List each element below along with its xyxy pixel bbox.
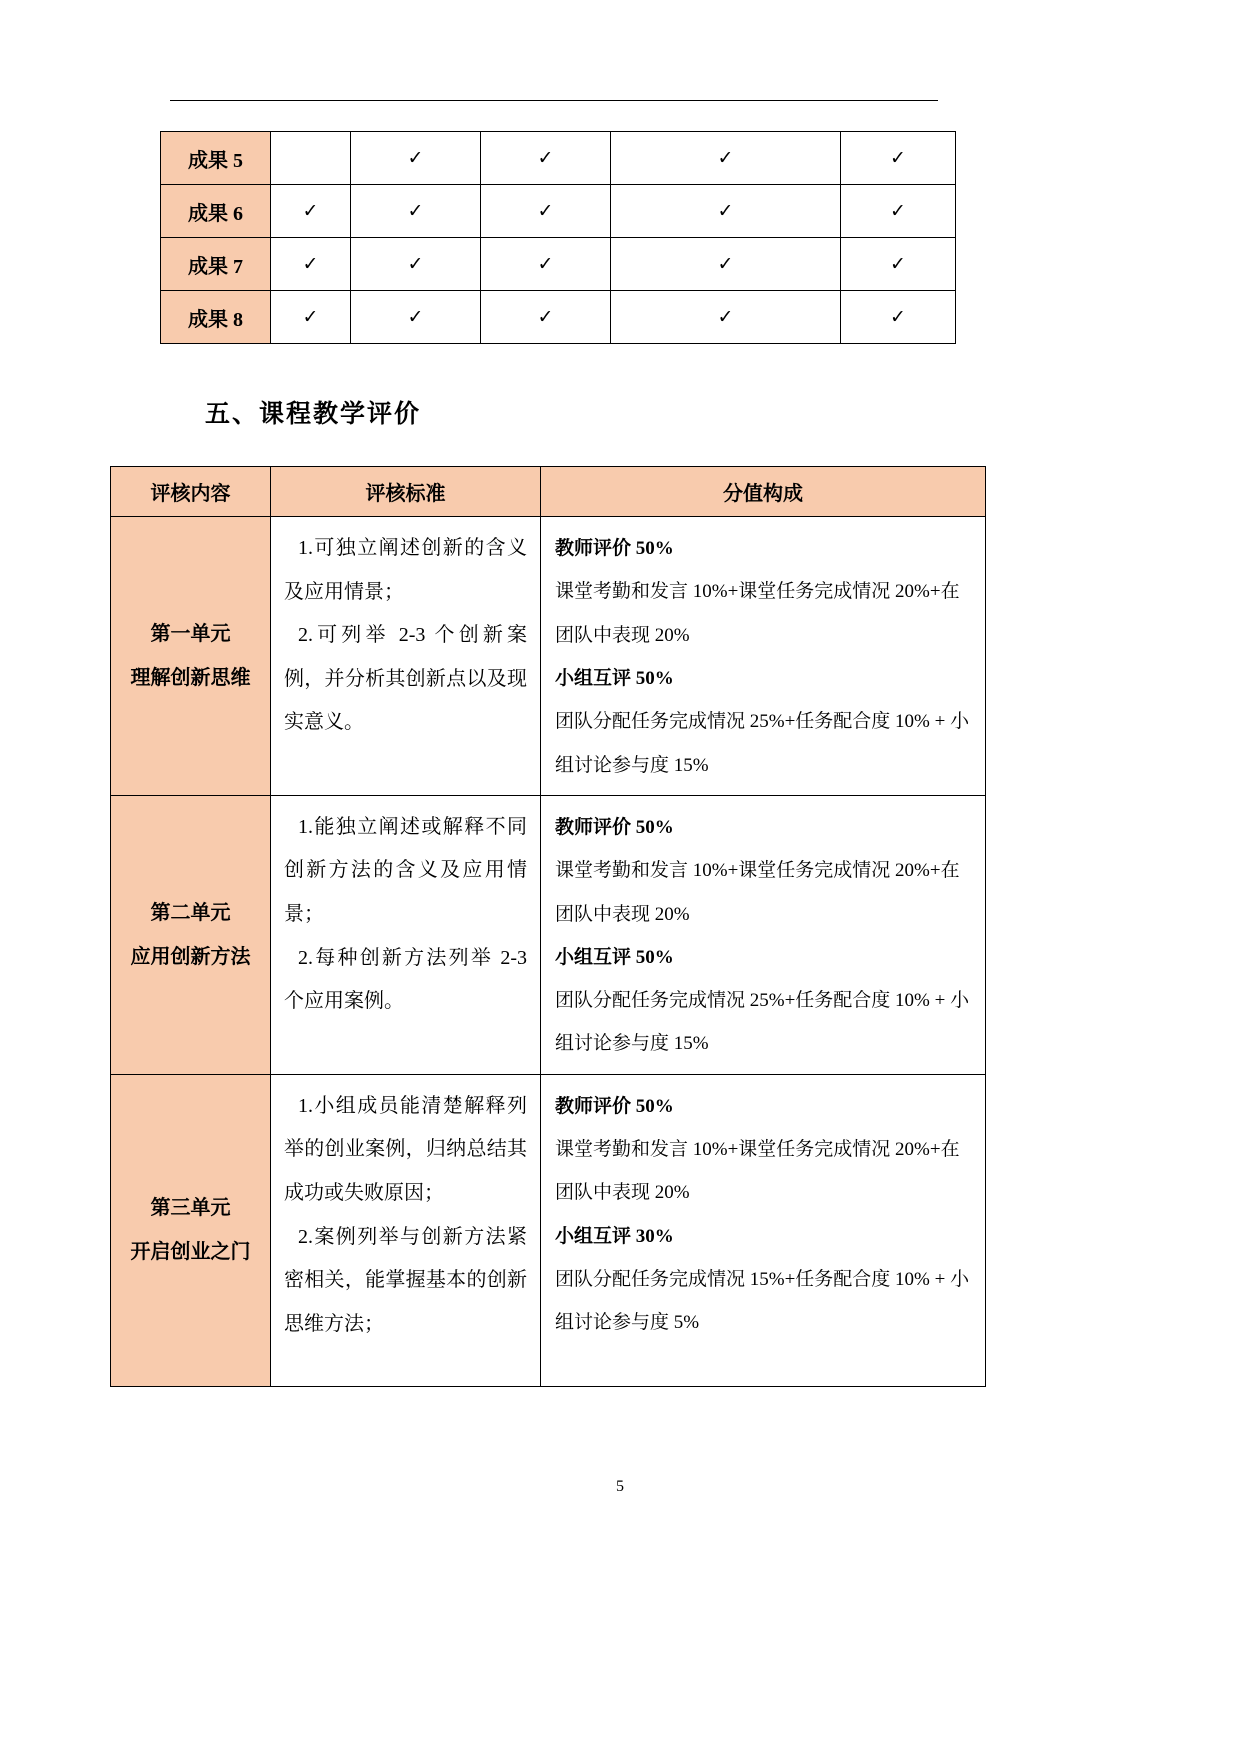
checkmark-cell: ✓ [351,185,481,238]
score-line: 小组互评 50% [555,667,674,689]
checkmark-cell: ✓ [611,185,841,238]
score-line: 小组互评 50% [555,946,674,968]
checkmark-cell: ✓ [271,238,351,291]
header-rule [170,100,938,101]
column-header-score: 分值构成 [541,467,986,517]
page-number: 5 [616,1478,624,1495]
checkmark-cell: ✓ [611,238,841,291]
score-cell [541,795,986,1074]
unit-cell [111,795,271,1074]
table-row [161,291,956,344]
outcome-label: 成果 8 [161,291,271,344]
unit-title: 应用创新方法 [130,945,251,968]
criteria-cell [271,795,541,1074]
checkmark-cell: ✓ [611,291,841,344]
table-row [111,1074,986,1386]
outcomes-table [160,131,956,344]
table-row [111,795,986,1074]
criteria-cell [271,517,541,796]
score-line: 课堂考勤和发言 10%+课堂任务完成情况 20%+在团队中表现 20% [555,860,960,925]
column-header-content: 评核内容 [111,467,271,517]
checkmark-cell: ✓ [351,238,481,291]
unit-number: 第一单元 [150,622,231,645]
outcome-label: 成果 5 [161,132,271,185]
checkmark-cell: ✓ [481,291,611,344]
criteria-item: 2.案例列举与创新方法紧密相关，能掌握基本的创新思维方法； [284,1225,527,1335]
checkmark-cell: ✓ [841,185,956,238]
score-line: 团队分配任务完成情况 25%+任务配合度 10% + 小组讨论参与度 15% [555,990,970,1055]
checkmark-cell: ✓ [841,291,956,344]
table-row [161,132,956,185]
unit-cell [111,1074,271,1386]
score-line: 团队分配任务完成情况 25%+任务配合度 10% + 小组讨论参与度 15% [555,711,970,776]
checkmark-cell: ✓ [481,132,611,185]
column-header-criteria: 评核标准 [271,467,541,517]
criteria-item: 1.小组成员能清楚解释列举的创业案例，归纳总结其成功或失败原因； [284,1094,527,1204]
checkmark-cell: ✓ [481,185,611,238]
criteria-cell [271,1074,541,1386]
unit-number: 第三单元 [150,1197,231,1220]
score-line: 课堂考勤和发言 10%+课堂任务完成情况 20%+在团队中表现 20% [555,581,960,646]
evaluation-table [110,466,986,1387]
section-heading: 五、课程教学评价 [205,401,422,428]
table-row [161,185,956,238]
unit-number: 第二单元 [150,901,231,924]
score-line: 教师评价 50% [555,816,674,838]
unit-title: 开启创业之门 [130,1241,251,1264]
checkmark-cell: ✓ [271,291,351,344]
table-row [111,517,986,796]
score-line: 小组互评 30% [555,1225,674,1247]
criteria-item: 2.可列举 2-3 个创新案例，并分析其创新点以及现实意义。 [284,624,527,734]
checkmark-cell: ✓ [351,132,481,185]
score-line: 团队分配任务完成情况 15%+任务配合度 10% + 小组讨论参与度 5% [555,1269,970,1334]
score-line: 课堂考勤和发言 10%+课堂任务完成情况 20%+在团队中表现 20% [555,1139,960,1204]
checkmark-cell: ✓ [351,291,481,344]
score-cell [541,1074,986,1386]
unit-cell [111,517,271,796]
score-cell [541,517,986,796]
outcome-label: 成果 6 [161,185,271,238]
unit-title: 理解创新思维 [130,666,251,689]
checkmark-cell: ✓ [271,185,351,238]
checkmark-cell: ✓ [481,238,611,291]
criteria-item: 1.可独立阐述创新的含义及应用情景； [284,537,527,603]
checkmark-cell: ✓ [841,132,956,185]
checkmark-cell: ✓ [841,238,956,291]
criteria-item: 1.能独立阐述或解释不同创新方法的含义及应用情景； [284,815,527,926]
score-line: 教师评价 50% [555,538,674,559]
outcome-label: 成果 7 [161,238,271,291]
checkmark-cell [271,132,351,185]
criteria-item: 2.每种创新方法列举 2-3 个应用案例。 [284,946,527,1013]
checkmark-cell: ✓ [611,132,841,185]
table-header-row [111,467,986,517]
table-row [161,238,956,291]
score-line: 教师评价 50% [555,1095,674,1117]
